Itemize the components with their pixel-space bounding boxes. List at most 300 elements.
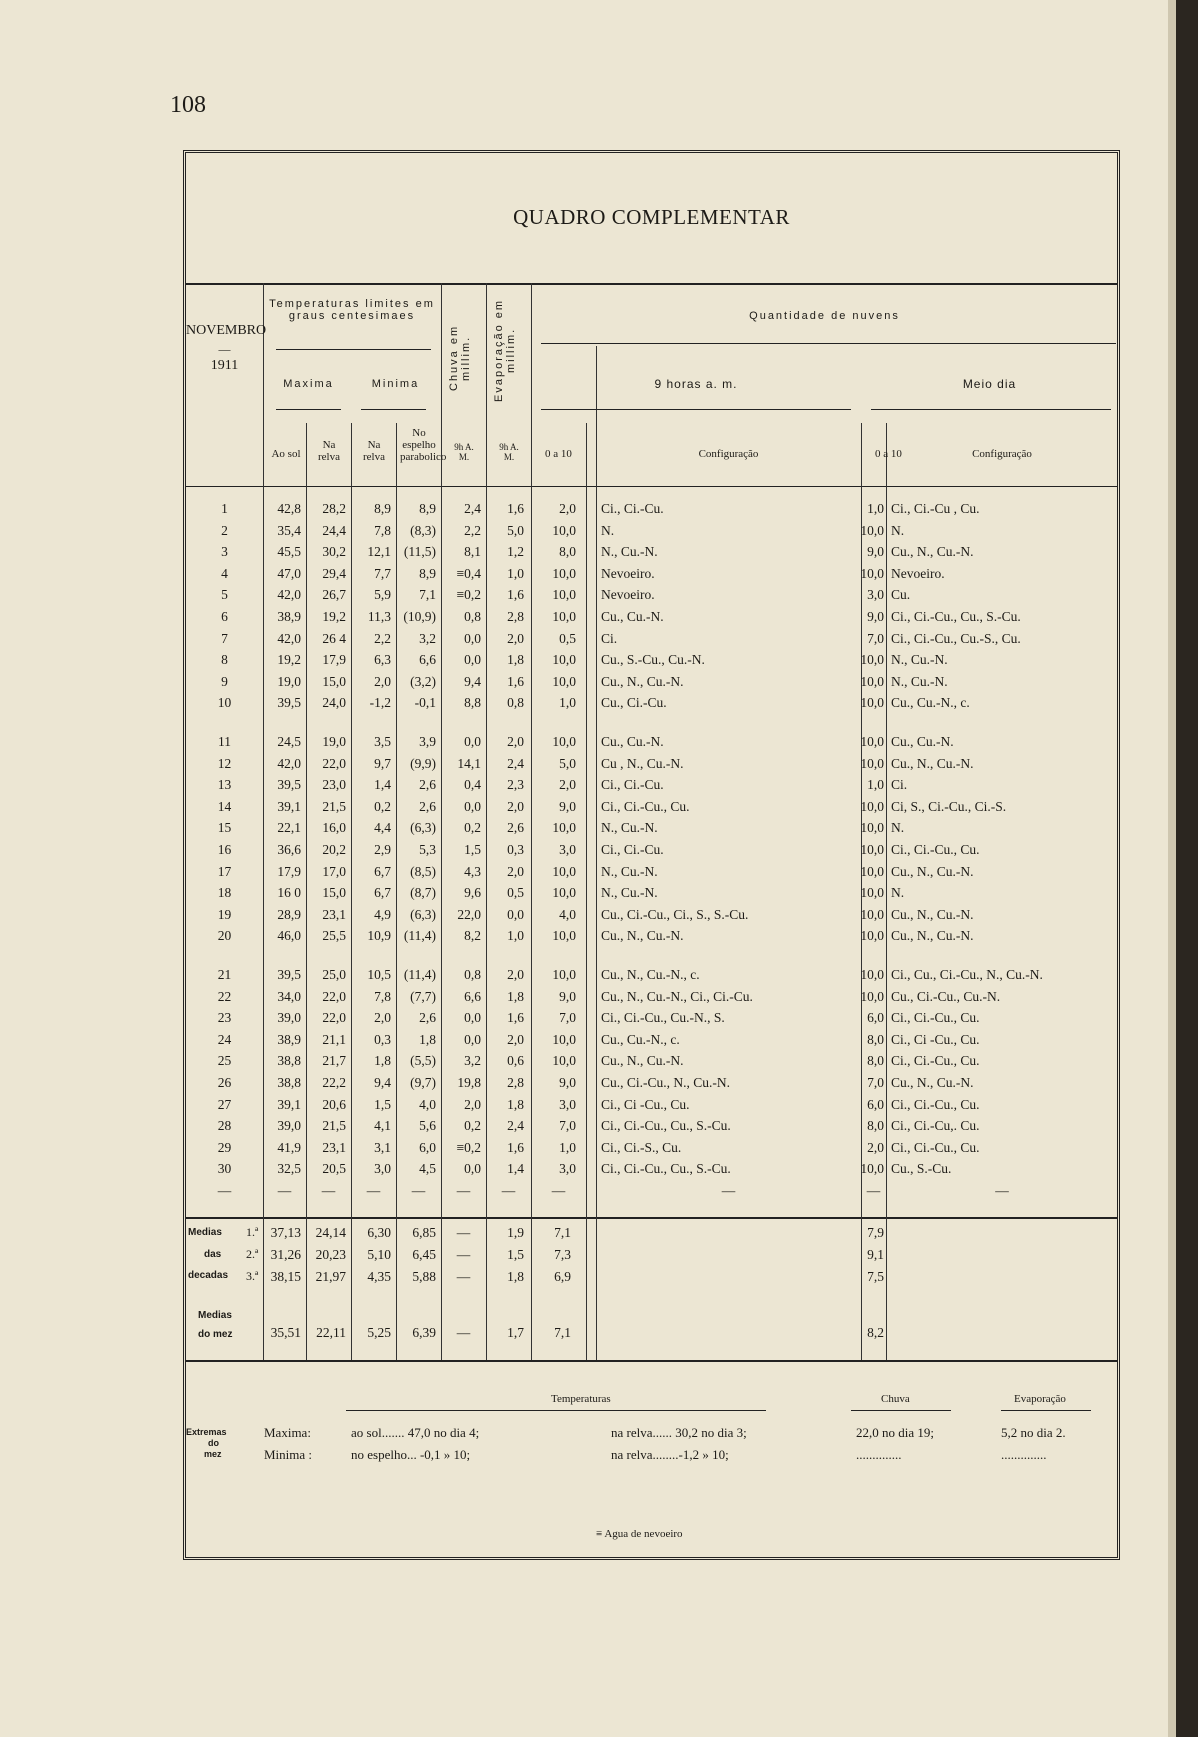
- page-number: 108: [170, 92, 206, 118]
- max-ao-sol-mean-cell: 37,13: [270, 1225, 301, 1240]
- nuvens-header: Quantidade de nuvens: [749, 310, 900, 322]
- min-na-relva-cell: 3,1: [374, 1139, 391, 1155]
- max-na-relva-cell: 26 4: [322, 630, 346, 646]
- min-no-espelho-cell: (11,4): [403, 967, 436, 982]
- configuracao-meio-dia-cell: Ci, S., Ci.-Cu., Ci.-S.: [891, 798, 1007, 814]
- day-cell: 15: [217, 820, 232, 836]
- nuvens-9h-cell: 9,0: [559, 1075, 576, 1090]
- nuvens-9h-cell: 2,0: [559, 501, 576, 516]
- day-cell: 24: [217, 1031, 232, 1047]
- configuracao-meio-dia-cell: N., Cu.-N.: [891, 652, 948, 668]
- configuracao-meio-dia-cell: Ci., Cu., Ci.-Cu., N., Cu.-N.: [891, 967, 1043, 982]
- nuvens-meio-dia-cell: 10,0: [860, 928, 884, 944]
- min-no-espelho-mean-cell: 6,85: [412, 1225, 436, 1240]
- configuracao-9h-cell: Cu., Cu.-N., c.: [601, 1031, 680, 1047]
- evaporacao-cell: 0,0: [507, 906, 524, 922]
- extremas-do-label: do: [208, 1438, 219, 1448]
- dash-cell: —: [456, 1183, 471, 1198]
- configuracao-meio-dia-cell: N., Cu.-N.: [891, 673, 948, 689]
- min-na-relva-mean-cell: 5,10: [367, 1247, 391, 1262]
- min-no-espelho-cell: (11,4): [403, 928, 436, 944]
- chuva-cell: 6,6: [464, 988, 481, 1004]
- nuvens-meio-dia-cell: 10,0: [860, 673, 884, 689]
- day-cell: 14: [217, 798, 232, 814]
- min-no-espelho-mean-cell: 5,88: [412, 1269, 436, 1284]
- max-ao-sol-cell: 22,1: [277, 820, 301, 836]
- dash-cell: —: [411, 1183, 426, 1198]
- day-cell: 28: [217, 1118, 232, 1134]
- dash-cell: —: [277, 1183, 292, 1198]
- nuvens-9h-cell: 10,0: [552, 1031, 576, 1047]
- min-no-espelho-cell: 3,2: [419, 630, 436, 646]
- nuvens-9h-cell: 9,0: [559, 798, 576, 814]
- configuracao-meio-dia-cell: Cu., N., Cu.-N.: [891, 863, 974, 879]
- min-na-relva-cell: 4,4: [374, 820, 391, 836]
- table-row: [186, 989, 1123, 1010]
- configuracao-9h-cell: N., Cu.-N.: [601, 544, 658, 560]
- max-na-relva-cell: 21,7: [322, 1053, 346, 1069]
- day-cell: 25: [217, 1053, 232, 1069]
- table-row: [186, 674, 1123, 695]
- chuva-mean-cell: —: [456, 1325, 471, 1340]
- medias-mez-label-1: Medias: [198, 1310, 232, 1321]
- configuracao-meio-dia-cell: Cu., N., Cu.-N.: [891, 544, 974, 560]
- max-ao-sol-cell: 47,0: [277, 565, 301, 581]
- table-row: [186, 756, 1123, 777]
- nuvens-meio-dia-cell: 9,0: [867, 544, 884, 560]
- min-no-espelho-cell: 8,9: [419, 501, 436, 516]
- nuvens-meio-dia-cell: 1,0: [867, 777, 884, 793]
- chuva-cell: 0,0: [464, 1161, 481, 1177]
- configuracao-9h-cell: N.: [601, 522, 615, 538]
- min-na-relva-cell: 6,7: [374, 885, 391, 901]
- max-na-relva-cell: 19,0: [322, 734, 346, 749]
- nuvens-9h-mean-cell: 7,1: [554, 1325, 571, 1340]
- legend-agua-de-nevoeiro: ≡ Agua de nevoeiro: [596, 1528, 683, 1540]
- nuvens-9h-cell: 10,0: [552, 885, 576, 901]
- nuvens-9h-cell: 10,0: [552, 967, 576, 982]
- configuracao-9h-cell: Ci., Ci.-S., Cu.: [601, 1139, 682, 1155]
- max-ao-sol-mean-cell: 35,51: [270, 1325, 301, 1340]
- configuracao-meio-dia-cell: Cu., Cu.-N., c.: [891, 695, 970, 711]
- configuracao-9h-cell: Ci., Ci.-Cu.: [601, 777, 664, 793]
- day-cell: 7: [221, 630, 228, 646]
- dash-cell: —: [217, 1183, 232, 1198]
- configuracao-9h-cell: N., Cu.-N.: [601, 885, 658, 901]
- table-row: [186, 695, 1123, 716]
- nuvens-brace: [541, 343, 1116, 344]
- table-row: [186, 1118, 1123, 1139]
- chuva-cell: 2,4: [464, 501, 481, 516]
- min-na-relva-cell: 6,3: [374, 652, 391, 668]
- configuracao-meio-dia-cell: Ci., Ci.-Cu , Cu.: [891, 501, 980, 516]
- nuvens-meio-dia-cell: 8,0: [867, 1053, 884, 1069]
- min-no-espelho-cell: (11,5): [403, 544, 436, 560]
- nuvens-9h-cell: 7,0: [559, 1010, 576, 1026]
- max-na-relva-cell: 20,5: [322, 1161, 346, 1177]
- configuracao-9h-cell: Cu., N., Cu.-N.: [601, 928, 684, 944]
- nuvens-9h-cell: 4,0: [559, 906, 576, 922]
- medias-label: Medias: [188, 1227, 222, 1238]
- min-na-relva-cell: 7,8: [374, 988, 391, 1004]
- configuracao-meio-dia-cell: Cu., S.-Cu.: [891, 1161, 952, 1177]
- min-no-espelho-cell: 7,1: [419, 587, 436, 603]
- configuracao-meio-dia-cell: Cu., N., Cu.-N.: [891, 906, 974, 922]
- day-cell: 3: [221, 544, 228, 560]
- max-na-relva-cell: 21,5: [322, 1118, 346, 1134]
- min-na-relva-cell: 7,7: [374, 565, 391, 581]
- max-na-relva-cell: 29,4: [322, 565, 346, 581]
- temp-group-brace: [276, 349, 431, 350]
- escala-9h-header: 0 a 10: [545, 448, 572, 460]
- evaporacao-cell: 0,8: [507, 695, 524, 711]
- max-na-relva-mean-cell: 22,11: [316, 1325, 346, 1340]
- evaporacao-header: Evaporação em millim.: [493, 298, 517, 403]
- nuvens-meio-dia-cell: 8,0: [867, 1118, 884, 1134]
- decade-3-label: 3.ª: [246, 1269, 259, 1283]
- decade-mean-row: [186, 1225, 1123, 1246]
- max-ao-sol-cell: 42,0: [277, 755, 301, 771]
- max-na-relva-mean-cell: 20,23: [315, 1247, 346, 1262]
- configuracao-9h-cell: Cu., N., Cu.-N.: [601, 1053, 684, 1069]
- nuvens-meio-dia-cell: 10,0: [860, 522, 884, 538]
- nuvens-meio-dia-cell: 10,0: [860, 906, 884, 922]
- max-na-relva-cell: 22,0: [322, 1010, 346, 1026]
- day-cell: 26: [217, 1075, 232, 1090]
- nuvens-9h-cell: 1,0: [559, 1139, 576, 1155]
- configuracao-meio-dia-cell: Cu., N., Cu.-N.: [891, 928, 974, 944]
- min-na-relva-cell: 9,4: [374, 1075, 391, 1090]
- day-cell: 4: [221, 565, 228, 581]
- nuvens-meio-dia-cell: 3,0: [867, 587, 884, 603]
- max-na-relva-cell: 21,5: [322, 798, 346, 814]
- configuracao-meio-dia-cell: Ci., Ci.-Cu., Cu.: [891, 1053, 980, 1069]
- configuracao-9h-cell: Cu., Ci.-Cu., Ci., S., S.-Cu.: [601, 906, 749, 922]
- min-na-relva: na relva........-1,2 » 10;: [611, 1447, 729, 1462]
- table-row: [186, 1097, 1123, 1118]
- extremas-label: Extremas: [186, 1427, 227, 1437]
- evaporacao-cell: 1,0: [507, 565, 524, 581]
- configuracao-9h-cell: Ci., Ci -Cu., Cu.: [601, 1096, 690, 1112]
- nuvens-meio-dia-cell: 6,0: [867, 1096, 884, 1112]
- decade-mean-row: [186, 1247, 1123, 1268]
- evaporacao-mean-cell: 1,5: [507, 1247, 524, 1262]
- configuracao-meio-dia-cell: Cu., Ci.-Cu., Cu.-N.: [891, 988, 1001, 1004]
- max-ao-sol-cell: 36,6: [277, 842, 301, 857]
- min-no-espelho-cell: (6,3): [410, 820, 436, 836]
- evaporacao-cell: 2,6: [507, 820, 524, 836]
- configuracao-9h-cell: Ci., Ci.-Cu., Cu.-N., S.: [601, 1010, 725, 1026]
- evaporacao-cell: 1,6: [507, 673, 524, 689]
- max-ao-sol-cell: 38,9: [277, 1031, 301, 1047]
- nuvens-meio-dia-mean-cell: 7,9: [867, 1225, 884, 1240]
- min-no-espelho-cell: (3,2): [410, 673, 436, 689]
- configuracao-meio-dia-cell: Cu., Cu.-N.: [891, 734, 954, 749]
- chuva-cell: ≡0,2: [456, 587, 481, 603]
- table-row: [186, 967, 1123, 988]
- evaporacao-cell: 1,6: [507, 1139, 524, 1155]
- day-cell: 27: [217, 1096, 232, 1112]
- evaporacao-cell: 0,6: [507, 1053, 524, 1069]
- day-cell: 17: [217, 863, 232, 879]
- nuvens-meio-dia-cell: 10,0: [860, 842, 884, 857]
- minima-header: Minima: [371, 378, 420, 390]
- table-row: [186, 544, 1123, 565]
- evaporacao-label: Evaporação: [1014, 1393, 1066, 1405]
- table-row: [186, 1075, 1123, 1096]
- max-na-relva-cell: 30,2: [322, 544, 346, 560]
- nuvens-9h-cell: 3,0: [559, 842, 576, 857]
- evaporacao-cell: 1,8: [507, 652, 524, 668]
- temperaturas-brace: [346, 1410, 766, 1411]
- min-no-espelho-cell: 2,6: [419, 777, 436, 793]
- decade-mean-row: [186, 1269, 1123, 1290]
- evaporacao-cell: 2,0: [507, 967, 524, 982]
- min-na-relva-cell: 3,0: [374, 1161, 391, 1177]
- configuracao-meio-dia-cell: N.: [891, 820, 905, 836]
- max-ao-sol-cell: 46,0: [277, 928, 301, 944]
- table-row: [186, 1161, 1123, 1182]
- dash-cell: —: [995, 1183, 1009, 1198]
- configuracao-meio-dia-cell: Ci., Ci.-Cu., Cu.: [891, 1096, 980, 1112]
- temperaturas-label: Temperaturas: [551, 1393, 611, 1405]
- nuvens-meio-dia-mean-cell: 8,2: [867, 1325, 884, 1340]
- min-na-relva-cell: 11,3: [367, 609, 391, 624]
- minima-label: Minima :: [264, 1447, 313, 1462]
- day-cell: 11: [218, 734, 231, 749]
- evaporacao-cell: 1,8: [507, 1096, 524, 1112]
- day-cell: 6: [221, 609, 228, 624]
- min-na-relva-cell: 6,7: [374, 863, 391, 879]
- chuva-cell: 0,8: [464, 609, 481, 624]
- nove-horas-header: 9 horas a. m.: [654, 377, 738, 391]
- nuvens-9h-mean-cell: 6,9: [554, 1269, 571, 1284]
- nuvens-9h-cell: 10,0: [552, 863, 576, 879]
- nuvens-9h-cell: 3,0: [559, 1096, 576, 1112]
- chuva-header: Chuva em millim.: [448, 324, 472, 392]
- table-row: [186, 1140, 1123, 1161]
- dash-cell: —: [866, 1183, 881, 1198]
- configuracao-9h-cell: Cu., N., Cu.-N., Ci., Ci.-Cu.: [601, 988, 753, 1004]
- min-chuva: ..............: [856, 1447, 902, 1462]
- max-na-relva-cell: 25,0: [322, 967, 346, 982]
- table-row: [186, 842, 1123, 863]
- configuracao-meio-dia-cell: Ci., Ci.-Cu., Cu.-S., Cu.: [891, 630, 1021, 646]
- year-label: 1911: [210, 358, 239, 373]
- configuracao-9h-cell: Cu., N., Cu.-N.: [601, 673, 684, 689]
- header-top-rule: [186, 283, 1117, 285]
- meio-dia-brace: [871, 409, 1111, 410]
- day-cell: 22: [217, 988, 232, 1004]
- table-row: [186, 652, 1123, 673]
- min-na-relva-cell: 0,2: [374, 798, 391, 814]
- evaporacao-mean-cell: 1,8: [507, 1269, 524, 1284]
- max-na-relva-mean-cell: 24,14: [315, 1225, 346, 1240]
- nuvens-meio-dia-cell: 10,0: [860, 565, 884, 581]
- max-ao-sol-cell: 39,1: [277, 798, 301, 814]
- day-cell: 8: [221, 652, 228, 668]
- min-na-relva-mean-cell: 4,35: [367, 1269, 391, 1284]
- chuva-cell: 14,1: [457, 755, 481, 771]
- min-na-relva-cell: 3,5: [374, 734, 391, 749]
- min-no-espelho-cell: 1,8: [419, 1031, 436, 1047]
- min-no-espelho-cell: (6,3): [410, 906, 436, 922]
- max-na-relva-cell: 15,0: [322, 673, 346, 689]
- max-ao-sol-cell: 39,5: [277, 695, 301, 711]
- na-relva-max-header: Na relva: [318, 439, 340, 464]
- evaporacao-cell: 1,0: [507, 928, 524, 944]
- chuva-cell: 0,0: [464, 630, 481, 646]
- dash-cell: —: [501, 1183, 516, 1198]
- min-na-relva-cell: 2,2: [374, 630, 391, 646]
- max-na-relva: na relva...... 30,2 no dia 3;: [611, 1425, 747, 1440]
- nuvens-meio-dia-cell: 9,0: [867, 609, 884, 624]
- evaporacao-cell: 1,2: [507, 544, 524, 560]
- ao-sol-header: Ao sol: [271, 448, 301, 460]
- table-row: [186, 777, 1123, 798]
- min-no-espelho-cell: (8,7): [410, 885, 436, 901]
- nuvens-9h-cell: 10,0: [552, 820, 576, 836]
- min-na-relva-cell: 2,0: [374, 1010, 391, 1026]
- table-row: [186, 928, 1123, 949]
- header-bottom-rule: [186, 486, 1117, 487]
- max-ao-sol-cell: 28,9: [277, 906, 301, 922]
- day-cell: 12: [217, 755, 232, 771]
- nuvens-meio-dia-cell: 10,0: [860, 820, 884, 836]
- chuva-cell: 8,2: [464, 928, 481, 944]
- nuvens-meio-dia-cell: 7,0: [867, 1075, 884, 1090]
- evaporacao-cell: 2,4: [507, 1118, 524, 1134]
- nuvens-meio-dia-cell: 10,0: [860, 695, 884, 711]
- chuva-mean-cell: —: [456, 1269, 471, 1284]
- min-no-espelho-mean-cell: 6,39: [412, 1325, 436, 1340]
- day-cell: 18: [217, 885, 232, 901]
- day-cell: 21: [217, 967, 232, 982]
- nuvens-meio-dia-cell: 10,0: [860, 967, 884, 982]
- chuva-cell: 0,0: [464, 652, 481, 668]
- configuracao-meio-dia-cell: Ci., Ci.-Cu,. Cu.: [891, 1118, 980, 1134]
- nuvens-9h-cell: 8,0: [559, 544, 576, 560]
- max-ao-sol-cell: 42,0: [277, 630, 301, 646]
- nuvens-meio-dia-cell: 10,0: [860, 988, 884, 1004]
- configuracao-meio-dia-cell: Ci.: [891, 777, 908, 793]
- table-row: [186, 609, 1123, 630]
- chuva-brace: [851, 1410, 951, 1411]
- nuvens-9h-cell: 3,0: [559, 1161, 576, 1177]
- configuracao-9h-cell: Nevoeiro.: [601, 565, 655, 581]
- nuvens-9h-cell: 10,0: [552, 1053, 576, 1069]
- evaporacao-cell: 2,8: [507, 1075, 524, 1090]
- dash-row: [186, 1183, 1123, 1204]
- configuracao-meio-dia-cell: Ci., Ci.-Cu., Cu.: [891, 842, 980, 857]
- table-row: [186, 734, 1123, 755]
- chuva-cell: 2,2: [464, 522, 481, 538]
- day-cell: 29: [217, 1139, 232, 1155]
- min-no-espelho-cell: (9,9): [410, 755, 436, 771]
- max-na-relva-cell: 19,2: [322, 609, 346, 624]
- nuvens-9h-cell: 10,0: [552, 522, 576, 538]
- min-na-relva-cell: 2,9: [374, 842, 391, 857]
- max-ao-sol-mean-cell: 38,15: [270, 1269, 301, 1284]
- table-row: [186, 566, 1123, 587]
- max-na-relva-cell: 22,0: [322, 755, 346, 771]
- day-cell: 19: [217, 906, 232, 922]
- table-row: [186, 1010, 1123, 1031]
- max-ao-sol-cell: 42,8: [277, 501, 301, 516]
- min-na-relva-cell: 4,1: [374, 1118, 391, 1134]
- chuva-cell: 9,6: [464, 885, 481, 901]
- max-ao-sol-cell: 17,9: [277, 863, 301, 879]
- day-cell: 20: [217, 928, 232, 944]
- nuvens-9h-cell: 9,0: [559, 988, 576, 1004]
- month-dash: —: [218, 342, 231, 356]
- configuracao-9h-cell: Cu., Cu.-N.: [601, 734, 664, 749]
- max-ao-sol-cell: 38,8: [277, 1075, 301, 1090]
- min-na-relva-cell: 1,5: [374, 1096, 391, 1112]
- evaporacao-cell: 2,0: [507, 863, 524, 879]
- chuva-cell: 0,0: [464, 1010, 481, 1026]
- evap-hora-header: 9h A. M.: [499, 442, 519, 462]
- day-cell: 23: [217, 1010, 232, 1026]
- max-evaporacao: 5,2 no dia 2.: [1001, 1425, 1066, 1440]
- min-no-espelho-cell: (5,5): [410, 1053, 436, 1069]
- chuva-hora-header: 9h A. M.: [454, 442, 474, 462]
- max-ao-sol-cell: 42,0: [277, 587, 301, 603]
- nuvens-meio-dia-mean-cell: 9,1: [867, 1247, 884, 1262]
- configuracao-meio-dia-cell: Ci., Ci.-Cu., Cu., S.-Cu.: [891, 609, 1021, 624]
- chuva-cell: 22,0: [457, 906, 481, 922]
- nuvens-9h-cell: 10,0: [552, 587, 576, 603]
- min-na-relva-cell: 1,4: [374, 777, 391, 793]
- binding-edge: [1168, 0, 1176, 1737]
- min-na-relva-cell: 7,8: [374, 522, 391, 538]
- min-no-espelho-mean-cell: 6,45: [412, 1247, 436, 1262]
- nuvens-meio-dia-cell: 10,0: [860, 755, 884, 771]
- min-na-relva-cell: 1,8: [374, 1053, 391, 1069]
- decade-1-label: 1.ª: [246, 1225, 259, 1239]
- configuracao-meio-dia-cell: Cu., N., Cu.-N.: [891, 755, 974, 771]
- min-no-espelho-cell: (10,9): [403, 609, 436, 624]
- nuvens-meio-dia-cell: 2,0: [867, 1139, 884, 1155]
- evaporacao-cell: 1,4: [507, 1161, 524, 1177]
- max-ao-sol-cell: 41,9: [277, 1139, 301, 1155]
- evaporacao-cell: 1,6: [507, 587, 524, 603]
- max-ao-sol-cell: 39,5: [277, 967, 301, 982]
- nuvens-9h-cell: 7,0: [559, 1118, 576, 1134]
- nuvens-9h-cell: 10,0: [552, 928, 576, 944]
- min-evaporacao: ..............: [1001, 1447, 1047, 1462]
- configuracao-9h-header: Configuração: [698, 448, 759, 460]
- chuva-cell: 0,2: [464, 820, 481, 836]
- min-no-espelho: no espelho... -0,1 » 10;: [351, 1447, 471, 1462]
- month-label: NOVEMBRO: [186, 323, 267, 338]
- nuvens-9h-cell: 10,0: [552, 673, 576, 689]
- max-ao-sol-cell: 19,2: [277, 652, 301, 668]
- day-cell: 13: [217, 777, 232, 793]
- max-na-relva-cell: 17,0: [322, 863, 346, 879]
- nuvens-meio-dia-cell: 10,0: [860, 1161, 884, 1177]
- configuracao-9h-cell: Ci., Ci.-Cu., Cu.: [601, 798, 690, 814]
- chuva-cell: 1,5: [464, 842, 481, 857]
- decadas-label: decadas: [188, 1270, 229, 1281]
- day-cell: 10: [217, 695, 232, 711]
- max-na-relva-cell: 15,0: [322, 885, 346, 901]
- evaporacao-mean-cell: 1,9: [507, 1225, 524, 1240]
- max-na-relva-cell: 16,0: [322, 820, 346, 836]
- max-na-relva-cell: 23,0: [322, 777, 346, 793]
- dash-cell: —: [721, 1183, 736, 1198]
- max-chuva: 22,0 no dia 19;: [856, 1425, 934, 1440]
